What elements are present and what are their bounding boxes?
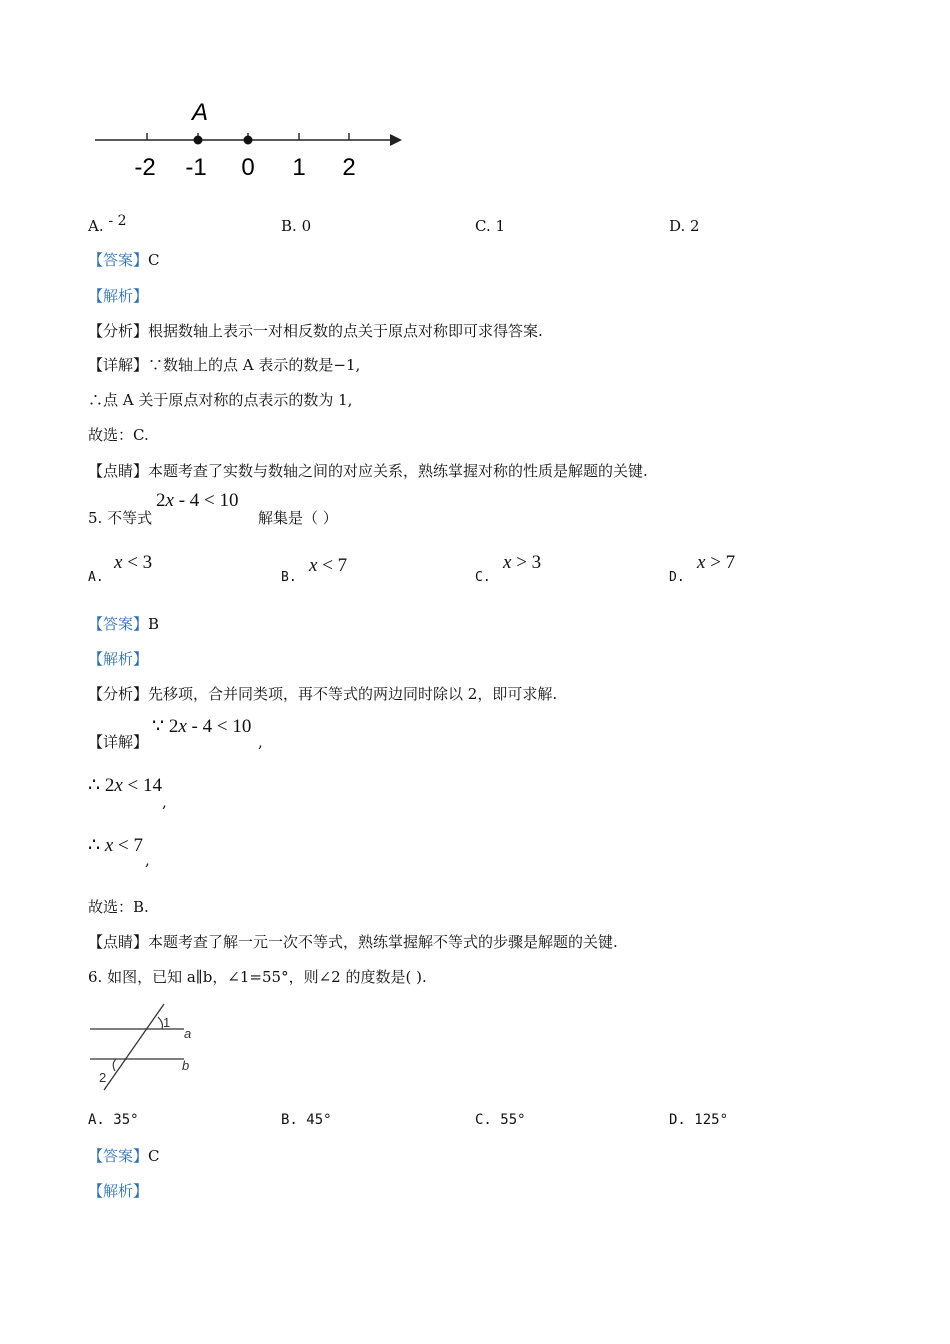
comment-tag: 【点睛】	[88, 462, 149, 480]
q5-detail-tag: 【详解】	[88, 733, 149, 751]
angle-1-arc	[158, 1017, 163, 1029]
option-letter: A.	[88, 217, 104, 235]
q4-analysis-heading	[88, 286, 148, 306]
option-value: - 2	[108, 213, 127, 229]
q4-detail-2	[88, 390, 352, 410]
option-letter: B.	[281, 217, 297, 235]
q6-stem	[88, 967, 427, 987]
option-rel: > 3	[511, 552, 542, 573]
q4-fenxi	[88, 321, 543, 341]
q5-option-d	[697, 552, 735, 574]
q4-option-c	[475, 216, 505, 236]
step-comma: ,	[145, 851, 150, 869]
detail-text: ∴点 A 关于原点对称的点表示的数为 1,	[88, 391, 353, 409]
q5-step-3	[88, 834, 143, 857]
q5-answer	[88, 614, 159, 634]
option-rel: < 7	[317, 555, 348, 576]
q5-option-c-letter: C.	[475, 570, 491, 585]
q5-stem-suffix	[258, 508, 338, 528]
point-a-dot	[194, 136, 203, 145]
option-letter: D.	[669, 217, 686, 235]
q5-option-c	[503, 552, 541, 574]
q5-step-1	[152, 715, 251, 738]
expr-part: - 4 < 10	[173, 490, 239, 511]
comment-text: 本题考查了实数与数轴之间的对应关系，熟练掌握对称的性质是解题的关键.	[148, 462, 648, 480]
number-line-arrow	[390, 134, 402, 146]
option-var: x	[114, 552, 123, 573]
q5-comment	[88, 932, 618, 952]
step-part: - 4 < 10	[186, 716, 252, 737]
option-var: x	[697, 552, 706, 573]
q4-choose	[88, 425, 149, 445]
tick-label: -1	[185, 154, 207, 181]
option-value: 55°	[500, 1112, 526, 1128]
step-comma: ,	[162, 793, 167, 811]
answer-tag: 【答案】	[88, 615, 149, 633]
option-var: x	[309, 555, 318, 576]
answer-value: C	[148, 251, 160, 269]
q5-step-2	[88, 774, 162, 797]
q5-analysis-heading	[88, 649, 148, 669]
tick-label: 2	[342, 154, 356, 181]
q6-option-c	[475, 1112, 526, 1128]
analysis-tag: 【解析】	[88, 1182, 149, 1200]
step-var: x	[114, 775, 123, 796]
option-value: 125°	[694, 1112, 729, 1128]
step-part: ∵ 2	[152, 716, 179, 737]
answer-value: B	[148, 615, 160, 633]
option-letter: D.	[669, 1112, 686, 1128]
q4-option-d	[669, 216, 700, 236]
answer-value: C	[148, 1147, 160, 1165]
option-value: 35°	[113, 1112, 139, 1128]
q5-option-d-letter: D.	[669, 570, 685, 585]
q6-option-b	[281, 1112, 332, 1128]
stem-text: 解集是（ ）	[258, 509, 338, 527]
option-value: 45°	[306, 1112, 332, 1128]
option-rel: > 7	[705, 552, 736, 573]
expr-var: x	[165, 490, 174, 511]
number-line-figure	[90, 95, 410, 185]
option-letter: B.	[281, 1112, 298, 1128]
q6-analysis-heading	[88, 1181, 148, 1201]
step-part: < 7	[113, 835, 143, 856]
q5-fenxi	[88, 684, 557, 704]
step-part: < 14	[122, 775, 162, 796]
tick-label: 1	[292, 154, 306, 181]
fenxi-tag: 【分析】	[88, 322, 149, 340]
line-b-label: b	[182, 1058, 190, 1073]
option-letter: C.	[475, 1112, 492, 1128]
origin-dot	[244, 136, 253, 145]
tick-label: 0	[241, 154, 255, 181]
q4-answer	[88, 250, 160, 270]
q5-option-b	[309, 555, 347, 577]
choose-text: 故选：B.	[88, 898, 149, 916]
answer-tag: 【答案】	[88, 251, 149, 269]
q6-option-a	[88, 1112, 139, 1128]
parallel-lines-figure	[86, 1000, 206, 1095]
q5-option-a-letter: A.	[88, 570, 104, 585]
option-letter: C.	[475, 217, 491, 235]
q4-detail	[88, 355, 360, 375]
option-value: 2	[690, 217, 700, 235]
option-value: 0	[301, 217, 312, 235]
fenxi-tag: 【分析】	[88, 685, 149, 703]
angle-2-label: 2	[99, 1070, 107, 1085]
expr-part: 2	[156, 490, 166, 511]
q6-option-d	[669, 1112, 728, 1128]
line-a-label: a	[184, 1026, 192, 1041]
angle-2-arc	[113, 1059, 116, 1071]
comment-tag: 【点睛】	[88, 933, 149, 951]
q4-option-b	[281, 216, 311, 236]
step-var: x	[178, 716, 187, 737]
q4-option-a	[88, 213, 127, 237]
q4-comment	[88, 461, 648, 481]
step-var: x	[104, 835, 114, 856]
option-letter: A.	[88, 1112, 105, 1128]
angle-1-label: 1	[163, 1015, 171, 1030]
fenxi-text: 先移项，合并同类项，再不等式的两边同时除以 2，即可求解.	[148, 685, 558, 703]
step-comma: ,	[258, 733, 263, 751]
q5-stem-expression	[156, 490, 238, 512]
stem-text: 5. 不等式	[88, 509, 153, 527]
option-rel: < 3	[122, 552, 153, 573]
choose-text: 故选：C.	[88, 426, 149, 444]
transversal-line	[104, 1004, 164, 1090]
option-var: x	[503, 552, 512, 573]
q5-option-a	[114, 552, 152, 574]
point-a-label: A	[191, 99, 209, 126]
step-part: ∴	[88, 835, 105, 856]
detail-text: ∵数轴上的点 A 表示的数是−1,	[148, 356, 361, 374]
tick-label: -2	[134, 154, 156, 181]
q5-option-b-letter: B.	[281, 570, 297, 585]
analysis-tag: 【解析】	[88, 650, 149, 668]
option-value: 1	[495, 217, 506, 235]
step-part: ∴ 2	[88, 775, 115, 796]
answer-tag: 【答案】	[88, 1147, 149, 1165]
q5-stem-prefix	[88, 508, 152, 528]
q5-choose	[88, 897, 149, 917]
q6-answer	[88, 1146, 160, 1166]
fenxi-text: 根据数轴上表示一对相反数的点关于原点对称即可求得答案.	[148, 322, 543, 340]
detail-tag: 【详解】	[88, 356, 149, 374]
comment-text: 本题考查了解一元一次不等式，熟练掌握解不等式的步骤是解题的关键.	[148, 933, 618, 951]
stem-text: 6. 如图，已知 a∥b，∠1=55°，则∠2 的度数是( ).	[88, 968, 427, 986]
analysis-tag: 【解析】	[88, 287, 149, 305]
